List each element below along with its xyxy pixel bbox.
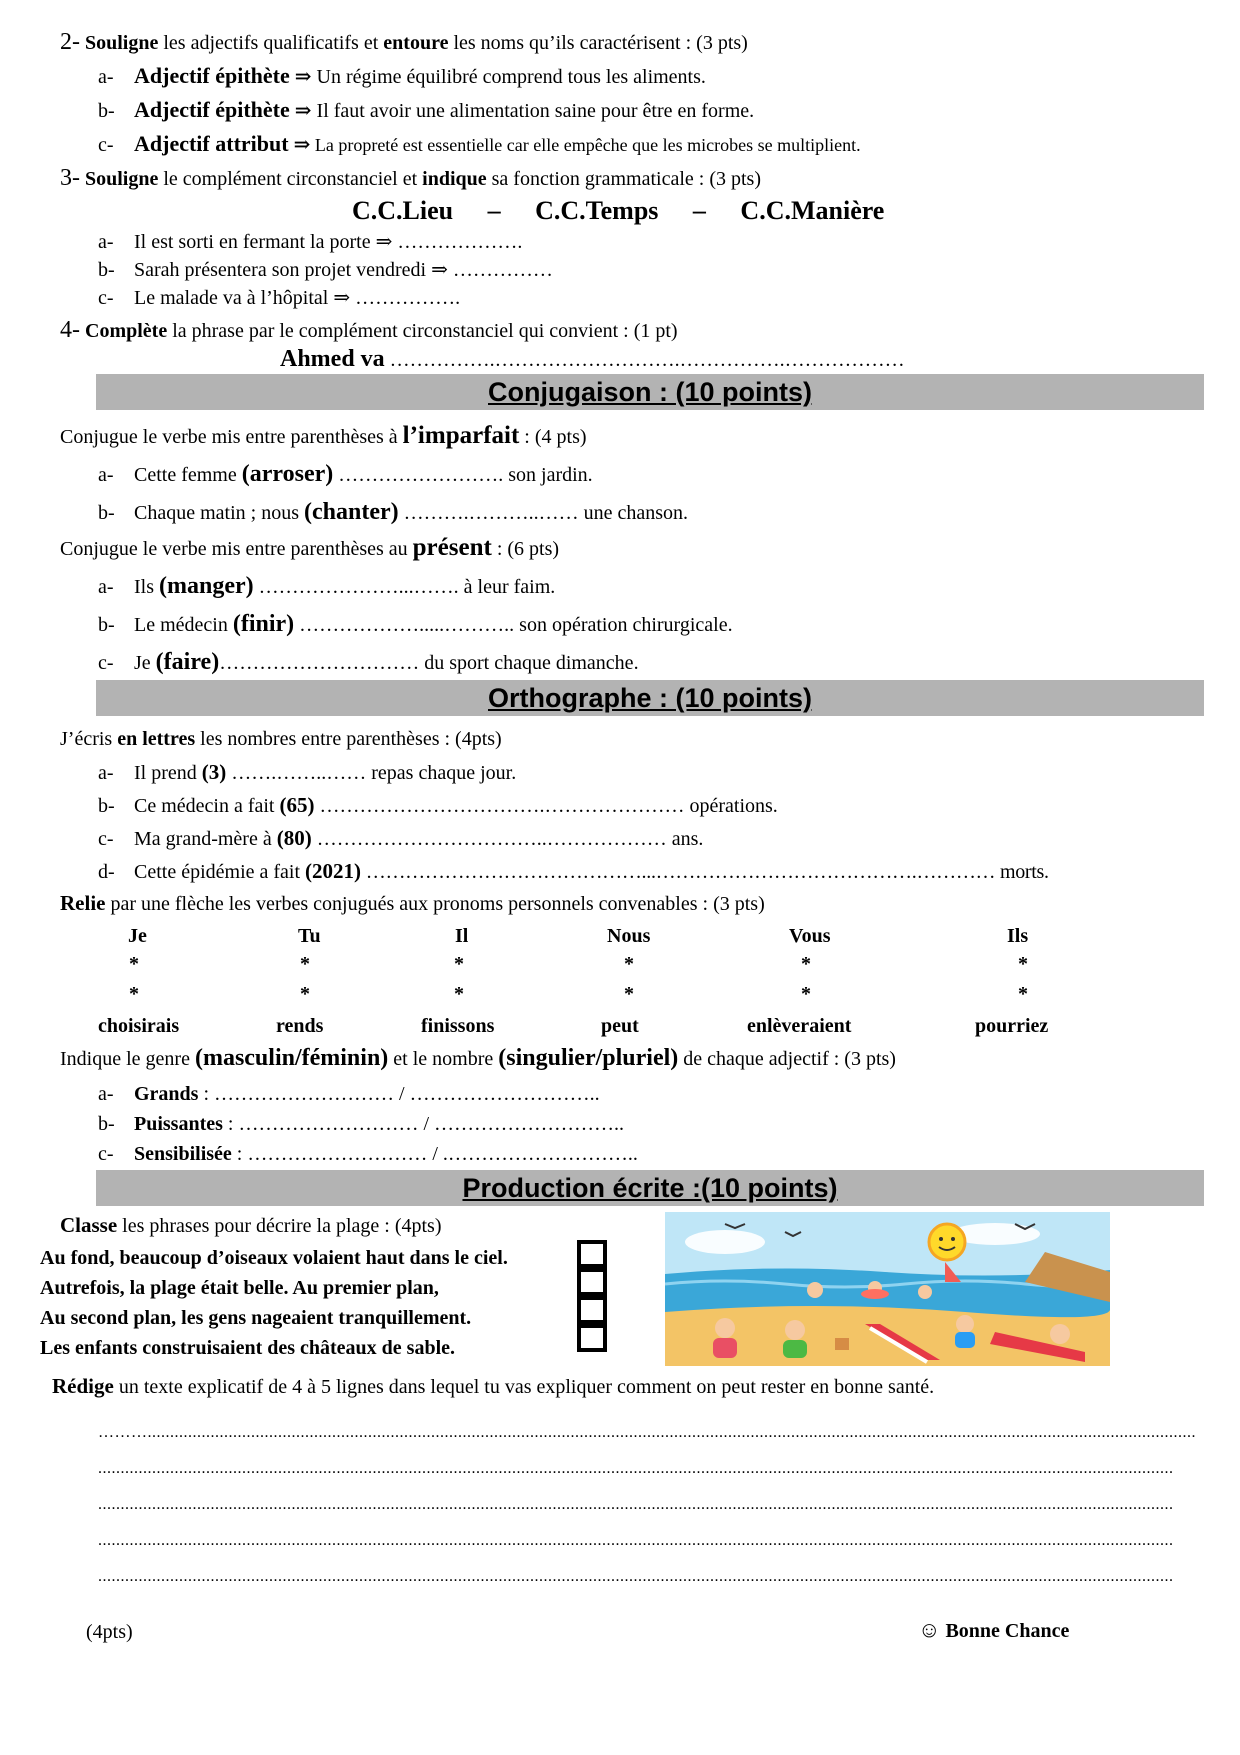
q3-heading: 3- Souligne le complément circonstanciel et indique sa fonction grammaticale : (3 pts) <box>60 165 761 191</box>
closing <box>918 1618 1069 1643</box>
present-item-b: b- Le médecin (finir) ……………….....……….. son opération chirurgicale. <box>98 611 733 637</box>
q3-item-c: c- Le malade va à l’hôpital ⇒ ……………. <box>98 287 461 309</box>
sentence-3: Au second plan, les gens nageaient tranquillement. <box>40 1307 472 1329</box>
pronoun-nous: Nous <box>607 925 651 947</box>
section-title-conjugaison: Conjugaison : (10 points) <box>488 377 812 407</box>
points-label: (4pts) <box>86 1621 133 1643</box>
anchor-star[interactable]: * <box>300 953 310 975</box>
adj-item-c: c- Sensibilisée : ……………………… / .……………………….. <box>98 1143 638 1165</box>
pronoun-tu: Tu <box>298 925 321 947</box>
writing-line-1[interactable]: ………......................................................................................................................................................................................................................................... <box>98 1424 1196 1441</box>
closing-text: Bonne Chance <box>945 1620 1070 1642</box>
verb-pourriez: pourriez <box>975 1015 1049 1037</box>
verb-rends: rends <box>276 1015 324 1037</box>
prod-instruction-2: Rédige un texte explicatif de 4 à 5 lignes dans lequel tu vas expliquer comment on peut rester en bonne santé. <box>52 1374 935 1398</box>
verb-choisirais: choisirais <box>98 1015 180 1037</box>
cc-labels: C.C.Lieu – C.C.Temps – C.C.Manière <box>352 196 885 225</box>
verb-peut: peut <box>601 1015 639 1037</box>
pronoun-je: Je <box>128 925 147 947</box>
verb-finissons: finissons <box>421 1015 495 1037</box>
q4-sentence: Ahmed va …………….……………………….…………….……………… <box>280 346 905 372</box>
q3-item-a: a- Il est sorti en fermant la porte ⇒ ………………. <box>98 231 523 253</box>
order-box-2[interactable] <box>577 1268 607 1296</box>
anchor-star[interactable]: * <box>801 983 811 1005</box>
anchor-star[interactable]: * <box>1018 983 1028 1005</box>
q2-item-a: a- Adjectif épithète ⇒ Un régime équilibré comprend tous les aliments. <box>98 63 706 88</box>
adj-item-a: a- Grands : ……………………… / ……………………….. <box>98 1083 600 1105</box>
q4-heading: 4- Complète la phrase par le complément circonstanciel qui convient : (1 pt) <box>60 317 678 343</box>
q4-number: 4- <box>60 317 80 343</box>
order-box-3[interactable] <box>577 1296 607 1324</box>
anchor-star[interactable]: * <box>624 983 634 1005</box>
matching-grid <box>0 920 1240 1040</box>
anchor-star[interactable]: * <box>300 983 310 1005</box>
pronoun-ils: Ils <box>1007 925 1029 947</box>
writing-line-2[interactable]: ............................................................................................................................................................................................................................................... <box>98 1460 1174 1477</box>
number-item-d: d- Cette épidémie a fait (2021) ……………………………………...………………………………….………… morts. <box>98 859 1049 883</box>
number-item-a: a- Il prend (3) …….……..…… repas chaque jour. <box>98 760 517 784</box>
anchor-star[interactable]: * <box>1018 953 1028 975</box>
anchor-star[interactable]: * <box>801 953 811 975</box>
section-bar-orthographe <box>96 680 1204 716</box>
sentence-4: Les enfants construisaient des châteaux de sable. <box>40 1337 456 1359</box>
order-box-1[interactable] <box>577 1240 607 1268</box>
present-item-a: a- Ils (manger) …………………...……. à leur faim. <box>98 573 556 599</box>
anchor-star[interactable]: * <box>454 983 464 1005</box>
pronoun-il: Il <box>455 925 469 947</box>
section-bar-conjugaison <box>96 374 1204 410</box>
q2-item-b: b- Adjectif épithète ⇒ Il faut avoir une alimentation saine pour être en forme. <box>98 97 755 122</box>
section-title-orthographe: Orthographe : (10 points) <box>488 683 812 713</box>
imparfait-item-a: a- Cette femme (arroser) ……………………. son jardin. <box>98 461 593 487</box>
ortho-instruction-1: J’écris en lettres les nombres entre parenthèses : (4pts) <box>60 728 502 750</box>
q3-item-b: b- Sarah présentera son projet vendredi ⇒ …………… <box>98 259 553 281</box>
anchor-star[interactable]: * <box>129 953 139 975</box>
ortho-instruction-3: Indique le genre (masculin/féminin) et le nombre (singulier/pluriel) de chaque adjectif : (3 pts) <box>60 1045 896 1071</box>
conj-instruction-2: Conjugue le verbe mis entre parenthèses au présent : (6 pts) <box>60 534 560 561</box>
writing-line-4[interactable]: ............................................................................................................................................................................................................................................... <box>98 1532 1174 1549</box>
anchor-star[interactable]: * <box>129 983 139 1005</box>
beach-illustration <box>665 1212 1110 1366</box>
order-box-4[interactable] <box>577 1324 607 1352</box>
number-item-c: c- Ma grand-mère à (80) ……………………………..……………… ans. <box>98 826 704 850</box>
writing-line-3[interactable]: ............................................................................................................................................................................................................................................... <box>98 1496 1174 1513</box>
anchor-star[interactable]: * <box>454 953 464 975</box>
number-item-b: b- Ce médecin a fait (65) …………………………….………………… opérations. <box>98 793 778 817</box>
verb-enleveraient: enlèveraient <box>747 1015 852 1037</box>
sentence-2: Autrefois, la plage était belle. Au premier plan, <box>40 1277 439 1299</box>
q2-item-c: c- Adjectif attribut ⇒ La propreté est essentielle car elle empêche que les microbes se multiplient. <box>98 131 861 156</box>
q2-number: 2- <box>60 29 80 55</box>
section-bar-production <box>96 1170 1204 1206</box>
adj-item-b: b- Puissantes : ……………………… / ……………………….. <box>98 1113 625 1135</box>
present-item-c: c- Je (faire)………………………… du sport chaque dimanche. <box>98 649 639 675</box>
anchor-star[interactable]: * <box>624 953 634 975</box>
q3-number: 3- <box>60 165 80 191</box>
q2-heading: 2- Souligne les adjectifs qualificatifs et entoure les noms qu’ils caractérisent : (3 pts) <box>60 29 748 55</box>
section-title-production: Production écrite :(10 points) <box>462 1173 838 1203</box>
smile-icon: ☺ <box>918 1617 941 1642</box>
imparfait-item-b: b- Chaque matin ; nous (chanter) ……….………..…… une chanson. <box>98 499 689 525</box>
pronoun-vous: Vous <box>789 925 831 947</box>
sentence-1: Au fond, beaucoup d’oiseaux volaient haut dans le ciel. <box>40 1247 508 1269</box>
conj-instruction-1: Conjugue le verbe mis entre parenthèses à l’imparfait : (4 pts) <box>60 422 587 449</box>
ortho-instruction-2: Relie par une flèche les verbes conjugués aux pronoms personnels convenables : (3 pts) <box>60 891 765 915</box>
prod-instruction-1: Classe les phrases pour décrire la plage : (4pts) <box>60 1213 442 1237</box>
writing-line-5[interactable]: ............................................................................................................................................................................................................................................... <box>98 1568 1174 1585</box>
